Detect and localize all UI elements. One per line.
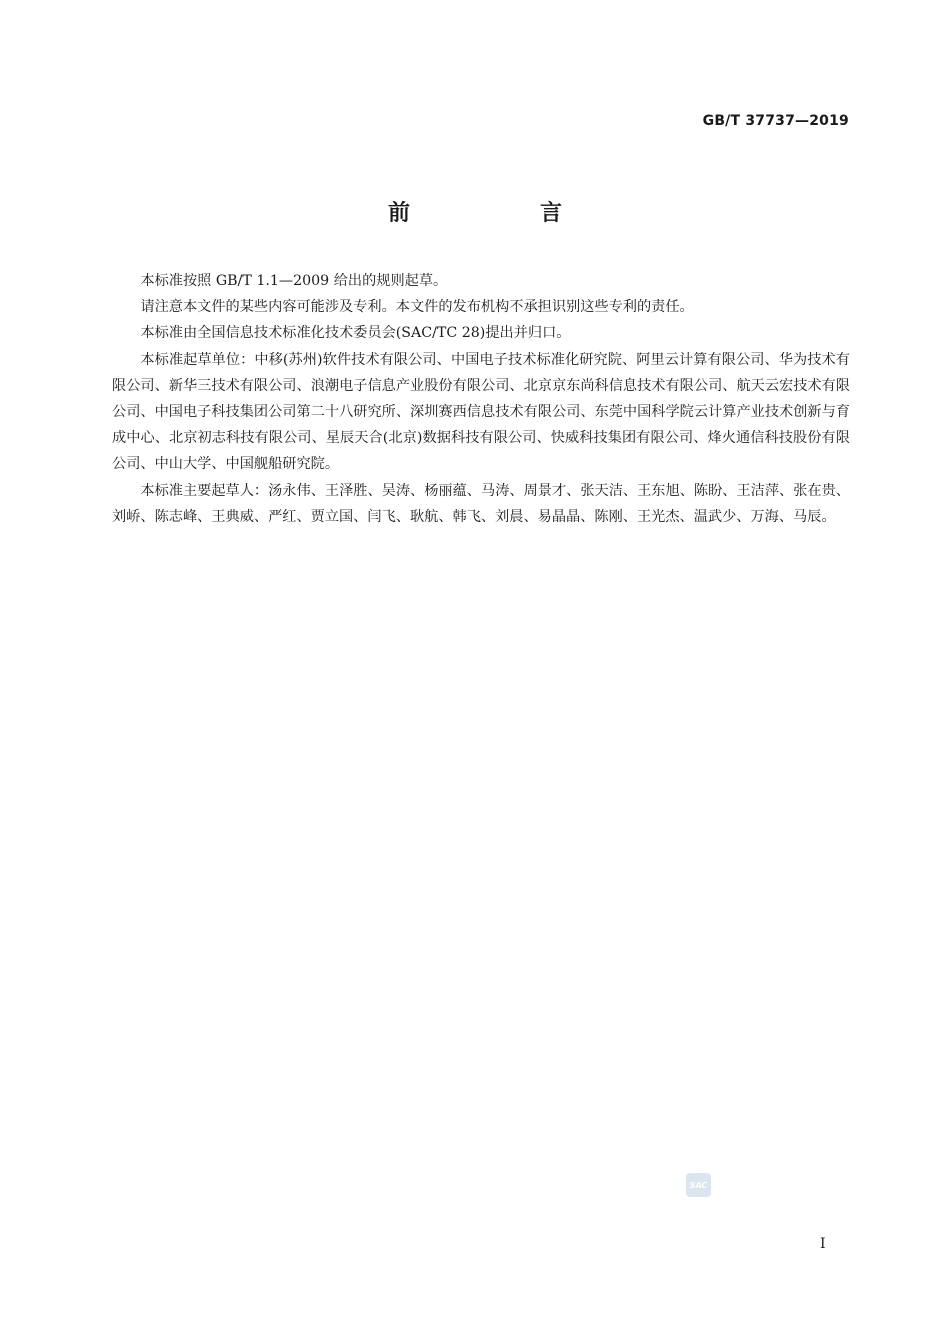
paragraph-patent-notice: 请注意本文件的某些内容可能涉及专利。本文件的发布机构不承担识别这些专利的责任。 <box>140 299 694 316</box>
page-title: 前 言 <box>387 201 616 226</box>
paragraph-drafters: 本标准主要起草人：汤永伟、王泽胜、吴涛、杨丽蕴、马涛、周景才、张天洁、王东旭、陈盼、王洁萍、张在贵、刘峤、陈志峰、王典威、严红、贾立国、闫飞、耿航、韩飞、刘晨、易晶晶、陈刚、王光杰、温武少、万海、马辰。 <box>112 482 850 525</box>
page-number: I <box>820 1236 826 1252</box>
standard-code: GB/T 37737—2019 <box>702 113 849 129</box>
preface-body <box>112 268 850 530</box>
paragraph-drafting-units: 本标准起草单位：中移(苏州)软件技术有限公司、中国电子技术标准化研究院、阿里云计算有限公司、华为技术有限公司、新华三技术有限公司、浪潮电子信息产业股份有限公司、北京京东尚科信息技术有限公司、航天云宏技术有限公司、中国电子科技集团公司第二十八研究所、深圳赛西信息技术有限公司、东莞中国科学院云计算产业技术创新与育成中心、北京初志科技有限公司、星辰天合(北京)数据科技有限公司、快威科技集团有限公司、烽火通信科技股份有限公司、中山大学、中国舰船研究院。 <box>112 351 850 473</box>
paragraph-drafting-rules: 本标准按照 GB/T 1.1—2009 给出的规则起草。 <box>140 273 448 289</box>
sac-watermark-logo: SAC <box>686 1173 711 1197</box>
paragraph-proposer: 本标准由全国信息技术标准化技术委员会(SAC/TC 28)提出并归口。 <box>140 325 571 342</box>
